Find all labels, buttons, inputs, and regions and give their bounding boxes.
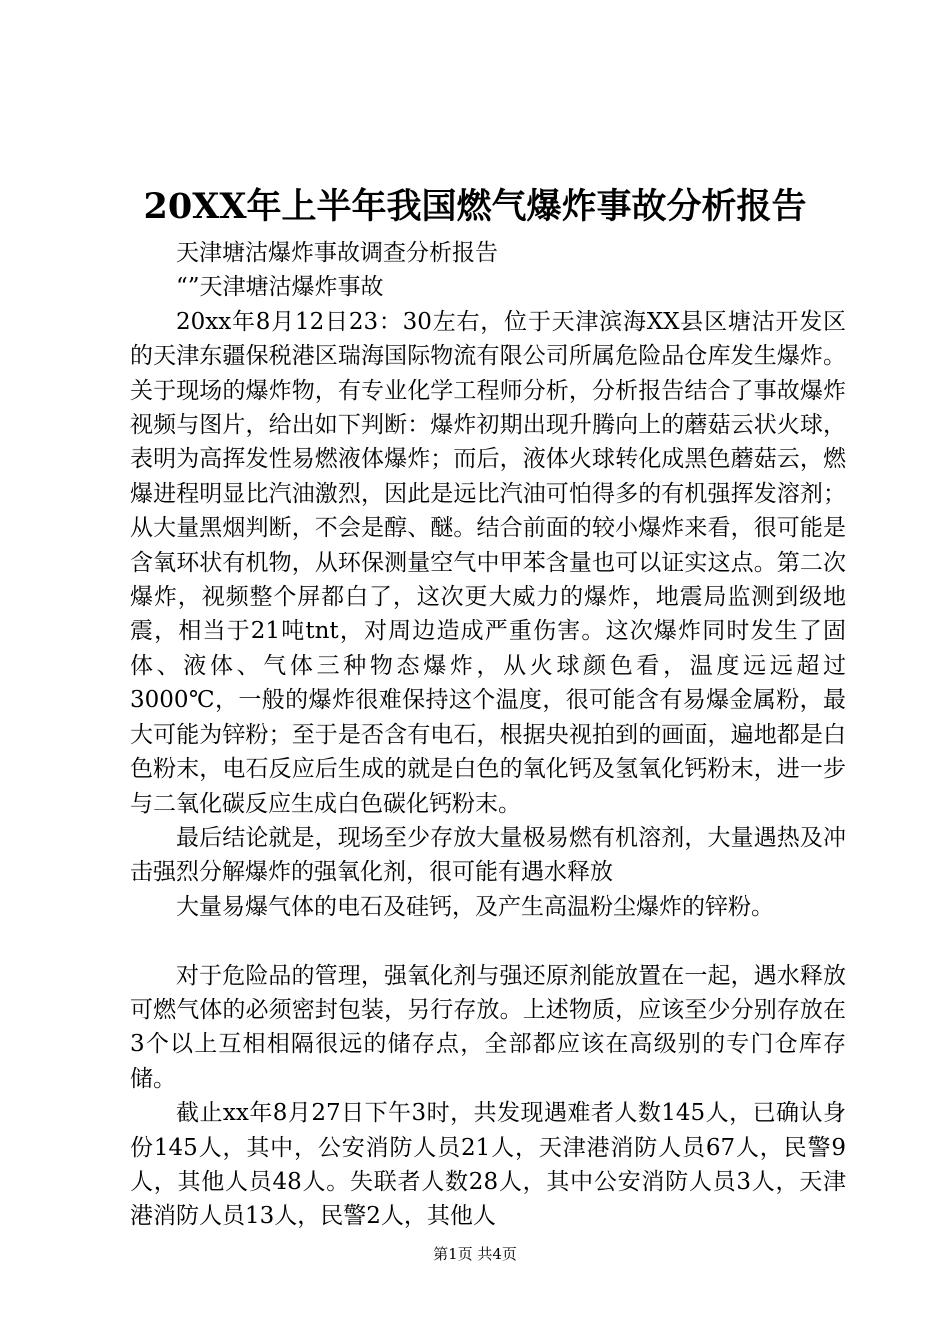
paragraph-casualties: 截止xx年8月27日下午3时，共发现遇难者人数145人，已确认身份145人，其中，公安消防人员21人，天津港消防人员67人，民警9人，其他人员48人。失联者人数28人，其中公安消防人员3人，天津港消防人员13人，民警2人，其他人 [130,1100,846,1230]
paragraph-subheading: “”天津塘沽爆炸事故 [176,274,384,301]
paragraph-conclusion: 最后结论就是，现场至少存放大量极易燃有机溶剂，大量遇热及冲击强烈分解爆炸的强氧化剂，很可能有遇水释放 [130,824,846,886]
document-title: 20XX年上半年我国燃气爆炸事故分析报告 [143,186,807,227]
page-footer: 第1页 共4页 [433,1245,517,1263]
paragraph-spacer [130,924,846,958]
paragraph-conclusion-continued: 大量易爆气体的电石及硅钙，及产生高温粉尘爆炸的锌粉。 [176,893,774,920]
paragraph-hazard-management: 对于危险品的管理，强氧化剂与强还原剂能放置在一起，遇水释放可燃气体的必须密封包装，另行存放。上述物质，应该至少分别存放在3个以上互相相隔很远的储存点，全部都应该在高级别的专门仓库存储。 [130,962,846,1092]
paragraph-accident-analysis: 20xx年8月12日23：30左右，位于天津滨海XX县区塘沽开发区的天津东疆保税港区瑞海国际物流有限公司所属危险品仓库发生爆炸。关于现场的爆炸物，有专业化学工程师分析，分析报告结合了事故爆炸视频与图片，给出如下判断：爆炸初期出现升腾向上的蘑菇云状火球，表明为高挥发性易燃液体爆炸；而后，液体火球转化成黑色蘑菇云，燃爆进程明显比汽油激烈，因此是远比汽油可怕得多的有机强挥发溶剂；从大量黑烟判断，不会是醇、醚。结合前面的较小爆炸来看，很可能是含氧环状有机物，从环保测量空气中甲苯含量也可以证实这点。第二次爆炸，视频整个屏都白了，这次更大威力的爆炸，地震局监测到级地震，相当于21吨tnt，对周边造成严重伤害。这次爆炸同时发生了固体、液体、气体三种物态爆炸，从火球颜色看，温度远远超过3000℃，一般的爆炸很难保持这个温度，很可能含有易爆金属粉，最大可能为锌粉；至于是否含有电石，根据央视拍到的画面，遍地都是白色粉末，电石反应后生成的就是白色的氧化钙及氢氧化钙粉末，进一步与二氧化碳反应生成白色碳化钙粉末。 [130,308,846,817]
document-body [130,236,846,1234]
paragraph-report-heading: 天津塘沽爆炸事故调查分析报告 [176,240,498,266]
